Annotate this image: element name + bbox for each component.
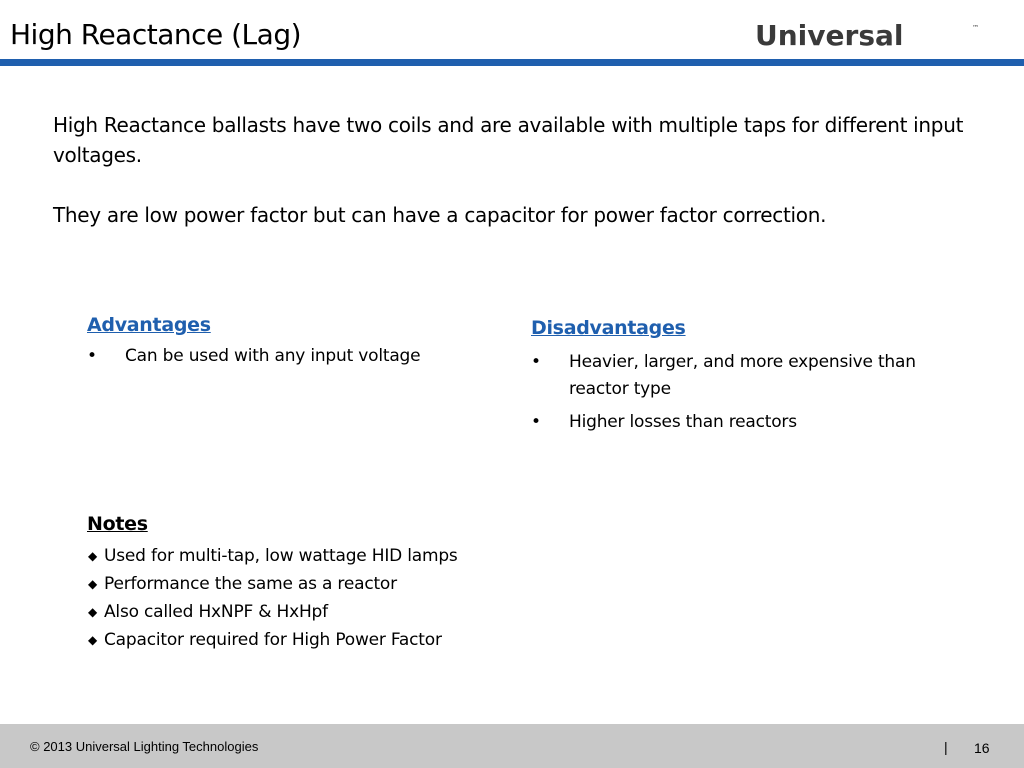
list-item-text: Capacitor required for High Power Factor [104,630,442,650]
diamond-bullet-icon: ◆ [88,633,98,647]
header-divider [0,59,1024,66]
list-item [88,598,528,626]
diamond-bullet-icon: ◆ [88,605,98,619]
intro-paragraph: They are low power factor but can have a capacitor for power factor correction. [53,203,827,227]
disadvantages-heading: Disadvantages [531,317,686,339]
diamond-bullet-icon: ◆ [88,577,98,591]
slide-title: High Reactance (Lag) [10,18,302,51]
copyright-text: © 2013 Universal Lighting Technologies [30,739,259,754]
list-item-text: Higher losses than reactors [569,412,797,432]
list-item-text: Can be used with any input voltage [125,346,421,366]
disadvantages-list [531,349,971,442]
list-item [87,343,487,370]
list-item [531,409,971,436]
page-number: 16 [974,740,990,756]
list-item [88,626,528,654]
universal-logo [755,21,980,51]
advantages-list [87,343,487,370]
list-item [88,542,528,570]
notes-heading: Notes [87,513,148,535]
bullet-icon: • [87,346,97,366]
list-item-text: Performance the same as a reactor [104,574,397,594]
advantages-heading: Advantages [87,314,211,336]
list-item-text: Heavier, larger, and more expensive than reactor type [569,352,916,399]
footer-separator: | [944,739,948,755]
intro-paragraph: High Reactance ballasts have two coils and are available with multiple taps for different input voltages. [53,113,964,167]
list-item [531,349,971,403]
logo-trademark: ™ [972,24,979,32]
diamond-bullet-icon: ◆ [88,549,98,563]
notes-list [88,542,528,654]
bullet-icon: • [531,352,541,372]
list-item-text: Also called HxNPF & HxHpf [104,602,328,622]
list-item-text: Used for multi-tap, low wattage HID lamps [104,546,458,566]
intro-text [53,110,993,230]
logo-wordmark: Universal [755,19,904,52]
list-item [88,570,528,598]
footer-bar [0,724,1024,768]
bullet-icon: • [531,412,541,432]
